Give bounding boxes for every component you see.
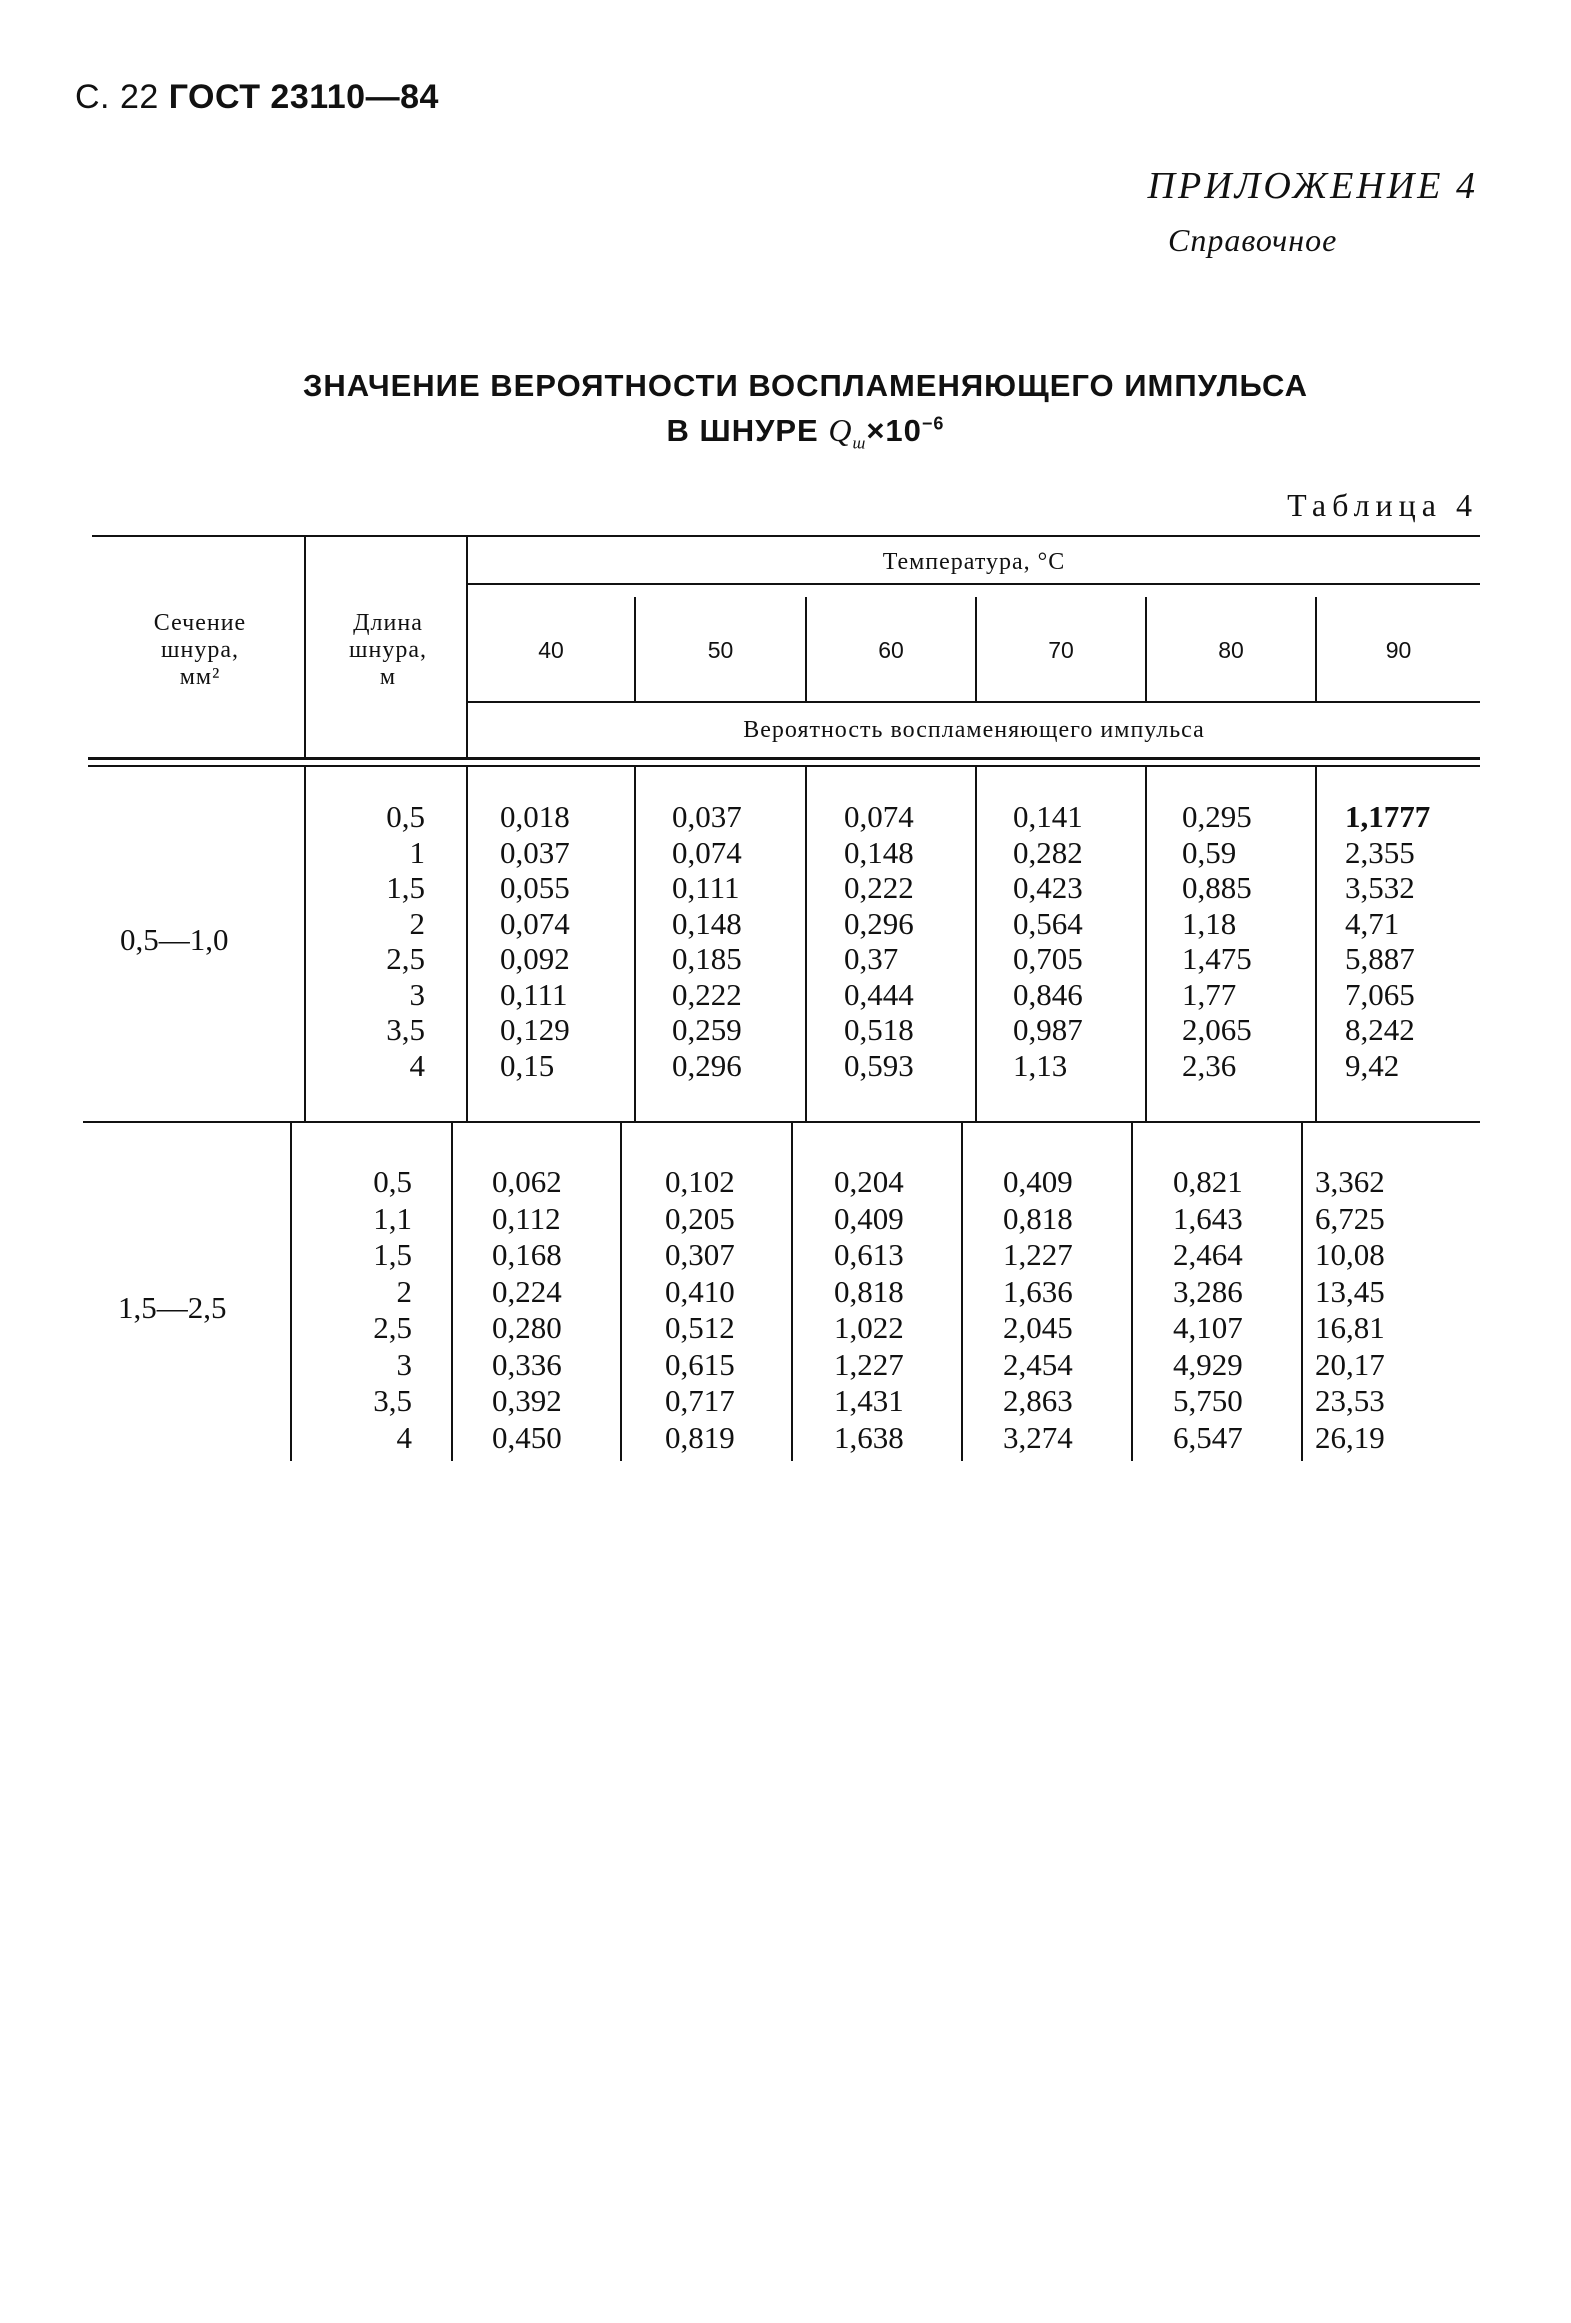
value-cell: 0,141 xyxy=(1013,799,1083,834)
value-cell: 0,410 xyxy=(665,1273,735,1309)
value-cell: 0,423 xyxy=(1013,870,1083,905)
value-cell: 0,037 xyxy=(500,834,570,870)
value-cell: 0,409 xyxy=(834,1200,904,1236)
value-cell: 2,355 xyxy=(1345,834,1415,870)
header-bottom-rule xyxy=(88,757,1480,760)
title-prefix: В ШНУРЕ xyxy=(666,413,819,448)
appendix-title: ПРИЛОЖЕНИЕ 4 xyxy=(1147,165,1478,207)
value-cell: 1,77 xyxy=(1182,976,1237,1012)
value-cell: 3,532 xyxy=(1345,870,1415,905)
body-divider-7b xyxy=(1301,1123,1303,1461)
value-cell: 4,71 xyxy=(1345,905,1400,941)
value-cell: 0,818 xyxy=(834,1273,904,1309)
temp-80: 80 xyxy=(1218,637,1244,663)
body-divider-5b xyxy=(961,1123,963,1461)
value-cell: 0,307 xyxy=(665,1237,735,1272)
value-cell: 10,08 xyxy=(1315,1237,1385,1272)
value-cell: 0,336 xyxy=(492,1346,562,1382)
value-cell: 26,19 xyxy=(1315,1419,1385,1455)
body-divider-4b xyxy=(791,1123,793,1461)
section-label-2: 1,5—2,5 xyxy=(118,1290,227,1325)
value-cell: 0,092 xyxy=(500,941,570,976)
value-cell: 1,643 xyxy=(1173,1200,1243,1236)
body-divider-3b xyxy=(620,1123,622,1461)
section-label-1: 0,5—1,0 xyxy=(120,922,229,957)
length-cell: 2,5 xyxy=(386,941,425,976)
header-section: Сечение шнура, мм² xyxy=(153,610,247,690)
table-top-rule xyxy=(92,535,1480,537)
value-cell: 0,224 xyxy=(492,1273,562,1309)
length-cell: 4 xyxy=(396,1419,412,1455)
header-length: Длина шнура, м xyxy=(349,610,427,690)
body-divider-6b xyxy=(1131,1123,1133,1461)
temp-70: 70 xyxy=(1048,637,1074,663)
value-cell: 0,392 xyxy=(492,1383,562,1418)
value-cell: 1,13 xyxy=(1013,1047,1068,1083)
value-cell: 0,444 xyxy=(844,976,914,1012)
temp-90: 90 xyxy=(1385,637,1412,663)
value-cell: 0,296 xyxy=(844,905,914,941)
temperature-values-rule xyxy=(468,701,1480,703)
value-cell: 0,846 xyxy=(1013,976,1083,1012)
value-cell: 3,286 xyxy=(1173,1273,1243,1309)
page-header xyxy=(75,78,439,117)
value-cell: 0,885 xyxy=(1182,870,1252,905)
value-cell: 16,81 xyxy=(1315,1310,1385,1345)
value-cell: 0,037 xyxy=(672,799,742,834)
value-cell: 0,074 xyxy=(500,905,570,941)
length-cell: 3,5 xyxy=(373,1383,412,1418)
value-cell: 0,055 xyxy=(500,870,570,905)
value-cell: 6,725 xyxy=(1315,1200,1385,1236)
value-cell: 0,821 xyxy=(1173,1164,1243,1199)
temperature-header-rule xyxy=(468,583,1480,585)
body-divider-4a xyxy=(805,767,807,1121)
value-cell: 0,129 xyxy=(500,1012,570,1047)
temp-60: 60 xyxy=(878,637,904,663)
value-cell: 2,045 xyxy=(1003,1310,1073,1345)
value-cell: 0,111 xyxy=(500,976,568,1012)
value-cell: 9,42 xyxy=(1345,1047,1400,1083)
page-number: С. 22 xyxy=(75,78,159,116)
value-cell: 7,065 xyxy=(1345,976,1415,1012)
value-cell: 1,636 xyxy=(1003,1273,1073,1309)
value-cell: 0,15 xyxy=(500,1047,555,1083)
body-divider-2b xyxy=(451,1123,453,1461)
value-cell: 0,450 xyxy=(492,1419,562,1455)
value-cell: 1,227 xyxy=(1003,1237,1073,1272)
value-cell: 0,409 xyxy=(1003,1164,1073,1199)
group-separator-rule xyxy=(83,1121,1480,1123)
title-multiplier: ×10 xyxy=(866,413,922,448)
value-cell: 3,362 xyxy=(1315,1164,1385,1199)
body-divider-1b xyxy=(290,1123,292,1461)
value-cell: 0,593 xyxy=(844,1047,914,1083)
body-divider-5a xyxy=(975,767,977,1121)
value-cell: 0,222 xyxy=(672,976,742,1012)
value-cell: 0,074 xyxy=(672,834,742,870)
body-divider-6a xyxy=(1145,767,1147,1121)
value-cell: 4,107 xyxy=(1173,1310,1243,1345)
header-bottom-rule-2 xyxy=(88,765,1480,767)
value-cell: 0,296 xyxy=(672,1047,742,1083)
value-cell: 1,431 xyxy=(834,1383,904,1418)
title-symbol: $Q_ш$ xyxy=(828,412,867,453)
value-cell: 0,512 xyxy=(665,1310,735,1345)
value-cell: 1,022 xyxy=(834,1310,904,1345)
value-cell: 1,1777 xyxy=(1345,799,1431,834)
value-cell: 0,148 xyxy=(844,834,914,870)
length-cell: 2,5 xyxy=(373,1310,412,1345)
value-cell: 0,062 xyxy=(492,1164,562,1199)
length-cell: 3 xyxy=(396,1346,412,1382)
value-cell: 2,065 xyxy=(1182,1012,1252,1047)
length-cell: 0,5 xyxy=(373,1164,412,1199)
value-cell: 1,475 xyxy=(1182,941,1252,976)
length-cell: 2 xyxy=(396,1273,412,1309)
standard-number: ГОСТ 23110—84 xyxy=(168,78,439,116)
value-cell: 0,987 xyxy=(1013,1012,1083,1047)
value-cell: 0,59 xyxy=(1182,834,1237,870)
body-divider-7a xyxy=(1315,767,1317,1121)
appendix-subtitle: Справочное xyxy=(1168,222,1338,258)
value-cell: 0,819 xyxy=(665,1419,735,1455)
value-cell: 0,705 xyxy=(1013,941,1083,976)
length-cell: 1 xyxy=(409,834,425,870)
value-cell: 0,717 xyxy=(665,1383,735,1418)
value-cell: 0,282 xyxy=(1013,834,1083,870)
value-cell: 13,45 xyxy=(1315,1273,1385,1309)
length-cell: 0,5 xyxy=(386,799,425,834)
value-cell: 0,564 xyxy=(1013,905,1083,941)
value-cell: 5,750 xyxy=(1173,1383,1243,1418)
title-exponent: −6 xyxy=(921,413,945,434)
value-cell: 0,204 xyxy=(834,1164,904,1199)
value-cell: 8,242 xyxy=(1345,1012,1415,1047)
length-cell: 1,5 xyxy=(373,1237,412,1272)
length-cell: 4 xyxy=(409,1047,425,1083)
document-title-line-2 xyxy=(20,412,1571,453)
length-cell: 1,5 xyxy=(386,870,425,905)
value-cell: 23,53 xyxy=(1315,1383,1385,1418)
header-divider-1 xyxy=(304,537,306,757)
length-cell: 3 xyxy=(409,976,425,1012)
body-divider-1a xyxy=(304,767,306,1121)
value-cell: 6,547 xyxy=(1173,1419,1243,1455)
value-cell: 1,638 xyxy=(834,1419,904,1455)
value-cell: 2,464 xyxy=(1173,1237,1243,1272)
value-cell: 0,018 xyxy=(500,799,570,834)
value-cell: 2,36 xyxy=(1182,1047,1237,1083)
value-cell: 1,18 xyxy=(1182,905,1237,941)
value-cell: 5,887 xyxy=(1345,941,1415,976)
value-cell: 0,295 xyxy=(1182,799,1252,834)
document-title-line-1: ЗНАЧЕНИЕ ВЕРОЯТНОСТИ ВОСПЛАМЕНЯЮЩЕГО ИМПУЛЬСА xyxy=(302,368,1309,403)
value-cell: 0,112 xyxy=(492,1200,561,1236)
header-probability: Вероятность воспламеняющего импульса xyxy=(743,717,1205,743)
temp-40: 40 xyxy=(538,637,564,663)
value-cell: 0,280 xyxy=(492,1310,562,1345)
value-cell: 0,615 xyxy=(665,1346,735,1382)
value-cell: 1,227 xyxy=(834,1346,904,1382)
table-label: Таблица 4 xyxy=(1287,487,1478,523)
header-temperature: Температура, °С xyxy=(882,549,1066,575)
value-cell: 0,185 xyxy=(672,941,742,976)
value-cell: 0,818 xyxy=(1003,1200,1073,1236)
length-cell: 3,5 xyxy=(386,1012,425,1047)
value-cell: 0,259 xyxy=(672,1012,742,1047)
value-cell: 0,518 xyxy=(844,1012,914,1047)
value-cell: 0,205 xyxy=(665,1200,735,1236)
value-cell: 2,454 xyxy=(1003,1346,1073,1382)
value-cell: 4,929 xyxy=(1173,1346,1243,1382)
value-cell: 0,222 xyxy=(844,870,914,905)
value-cell: 0,168 xyxy=(492,1237,562,1272)
value-cell: 0,148 xyxy=(672,905,742,941)
value-cell: 0,111 xyxy=(672,870,740,905)
value-cell: 0,074 xyxy=(844,799,914,834)
value-cell: 3,274 xyxy=(1003,1419,1073,1455)
temp-50: 50 xyxy=(707,637,734,663)
value-cell: 0,613 xyxy=(834,1237,904,1272)
length-cell: 2 xyxy=(409,905,425,941)
value-cell: 0,37 xyxy=(844,941,899,976)
body-divider-2a xyxy=(466,767,468,1121)
value-cell: 2,863 xyxy=(1003,1383,1073,1418)
value-cell: 0,102 xyxy=(665,1164,735,1199)
body-divider-3a xyxy=(634,767,636,1121)
value-cell: 20,17 xyxy=(1315,1346,1385,1382)
length-cell: 1,1 xyxy=(373,1200,412,1236)
